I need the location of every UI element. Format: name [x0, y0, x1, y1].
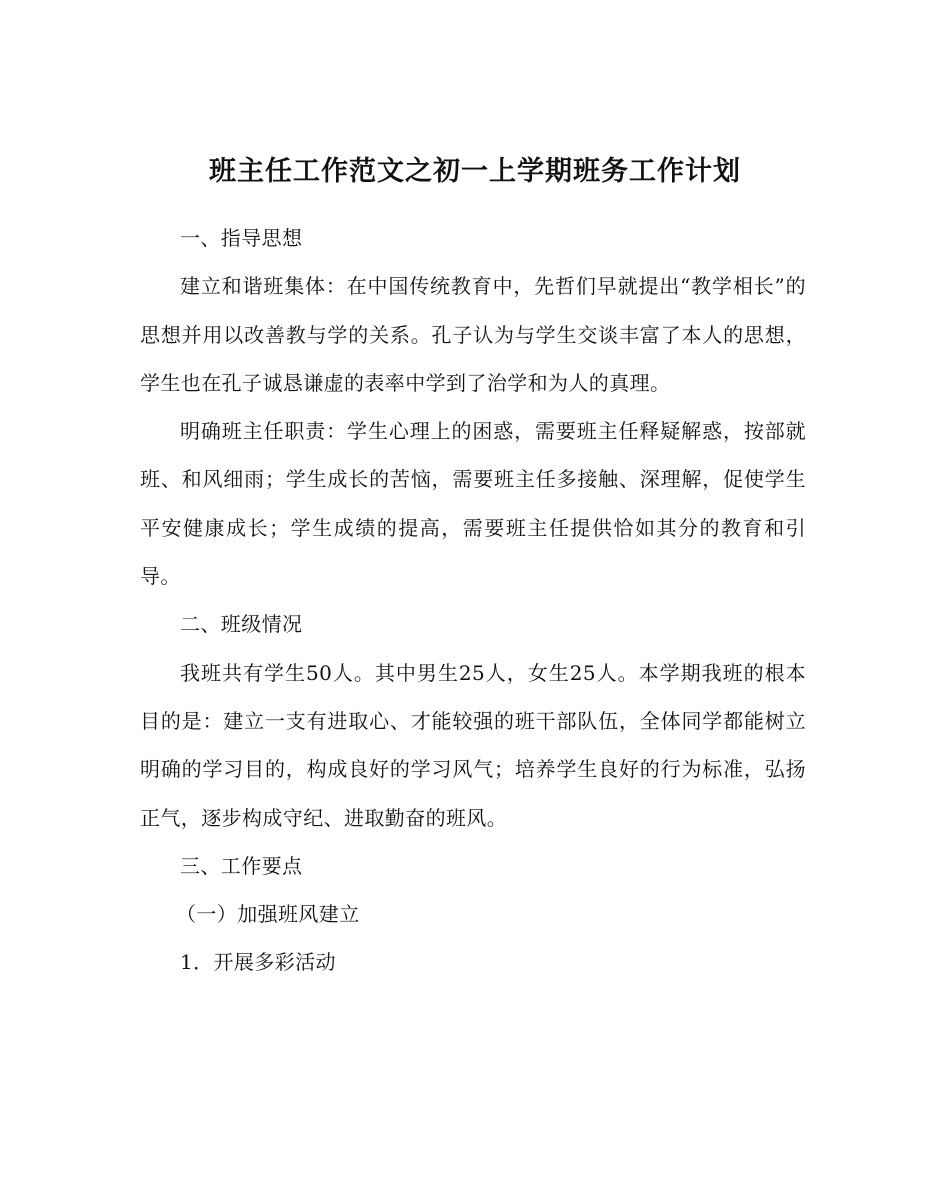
section-heading-work-points: 三、工作要点	[180, 853, 303, 878]
subheading-class-style: （一）加强班风建立	[176, 902, 360, 927]
paragraph-class-situation: 我班共有学生50人。其中男生25人，女生25人。本学期我班的根本目的是：建立一支有进取心、才能较强的班干部队伍，全体同学都能树立明确的学习目的，构成良好的学习风气；培养学生良好的行为标准，弘扬正气，逐步构成守纪、进取勤奋的班风。	[140, 660, 806, 830]
document-body	[140, 214, 806, 987]
paragraph-teacher-duties: 明确班主任职责：学生心理上的困惑，需要班主任释疑解惑，按部就班、和风细雨；学生成长的苦恼，需要班主任多接触、深理解，促使学生平安健康成长；学生成绩的提高，需要班主任提供恰如其分的教育和引导。	[140, 419, 806, 589]
section-heading-guiding-idea: 一、指导思想	[180, 226, 303, 250]
section-heading-class-situation: 二、班级情况	[180, 612, 303, 637]
list-item-activities: 1．开展多彩活动	[180, 950, 336, 975]
document-title: 班主任工作范文之初一上学期班务工作计划	[209, 156, 741, 188]
paragraph-harmonious-class: 建立和谐班集体：在中国传统教育中，先哲们早就提出“教学相长”的思想并用以改善教与学的关系。孔子认为与学生交谈丰富了本人的思想，学生也在孔子诚恳谦虚的表率中学到了治学和为人的真理。	[140, 274, 806, 395]
